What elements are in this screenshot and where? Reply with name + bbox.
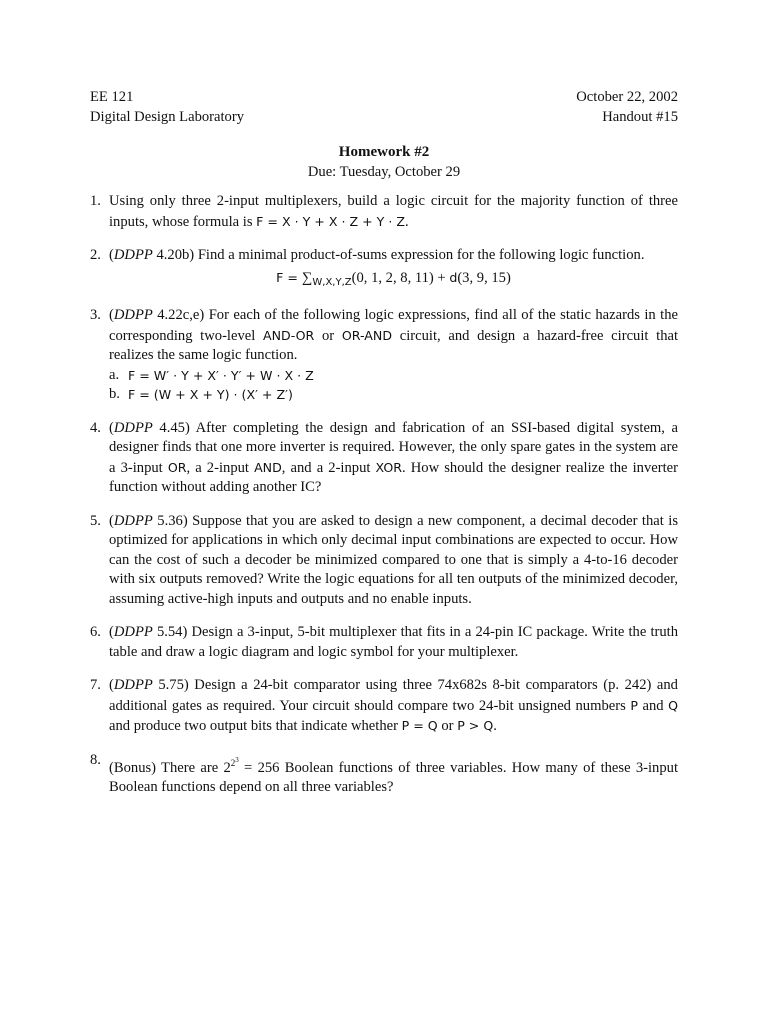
header-left: [90, 88, 244, 127]
document-header: [90, 88, 678, 127]
majority-formula: F = X · Y + X · Z + Y · Z: [256, 213, 405, 229]
problem-4: 4. (DDPP 4.45) After completing the design and fabrication of an SSI-based digital system, a designer finds that one more inverter is required. However, the only spare gates in the system are a 3-input OR, a 2-input AND, and a 2-input XOR. How should the designer realize the inverter function without adding another IC?: [90, 419, 679, 495]
problem-1: 1. Using only three 2-input multiplexers, build a logic circuit for the majority function of three inputs, whose formula is F = X · Y + X · Z + Y · Z.: [90, 193, 678, 230]
problem-3: 3. (DDPP 4.22c,e) For each of the following logic expressions, find all of the static hazards in the corresponding two-level AND-OR or OR-AND circuit, and design a hazard-free circuit that realizes the same logic function. a. F = W′ · Y + X′ · Y′ + W · X · Z b. F = (W + X + Y) · (X′ + Z′): [90, 306, 678, 405]
sum-of-minterms-equation: $F = \sum_{W,X,Y,Z}(0$, 1, 2, 8, 11) + d(3, 9, 15): [276, 269, 511, 288]
handout-number: Handout #15: [602, 108, 678, 125]
due-date: Due: Tuesday, October 29: [307, 163, 461, 180]
problem-list: [90, 192, 678, 798]
course-number: EE 121: [90, 89, 134, 105]
problem-5: 5. (DDPP 5.36) Suppose that you are asked to design a new component, a decimal decoder that is optimized for applications in which only decimal input combinations are expected to occur. How can the cost of such a decoder be minimized compared to one that is simply a 4-to-16 decoder with six outputs removed? Write the logic equations for all ten outputs of the minimized decoder, assuming active-high inputs and outputs and no enable inputs.: [90, 512, 679, 607]
problem-2: 2. (DDPP 4.20b) Find a minimal product-of-sums expression for the following logic function. $F = \sum_{W,X,Y,Z}(0$, 1, 2, 8, 11) + d(3, 9, 15): [90, 246, 678, 292]
homework-page: [90, 88, 678, 812]
handout-date: October 22, 2002: [576, 89, 678, 105]
subitem-a: a. F = W′ · Y + X′ · Y′ + W · X · Z: [109, 366, 314, 383]
document-title: Homework #2: [338, 144, 430, 160]
problem-6: 6. (DDPP 5.54) Design a 3-input, 5-bit multiplexer that fits in a 24-pin IC package. Write the truth table and draw a logic diagram and logic symbol for your multiplexer.: [90, 624, 679, 660]
subitem-b: b. F = (W + X + Y) · (X′ + Z′): [109, 386, 293, 402]
problem-7: 7. (DDPP 5.75) Design a 24-bit comparator using three 74x682s 8-bit comparators (p. 242) and additional gates as required. Your circuit should compare two 24-bit unsigned numbers P and Q and produce two output bits that indicate whether P = Q or P > Q.: [90, 677, 679, 734]
problem-8: 8. (Bonus) There are $2^{23} = 256$ Boolean functions of three variables. How many of these 3-input Boolean functions depend on all three variables?: [90, 751, 679, 795]
header-right: [576, 88, 678, 127]
course-name: Digital Design Laboratory: [90, 108, 245, 125]
